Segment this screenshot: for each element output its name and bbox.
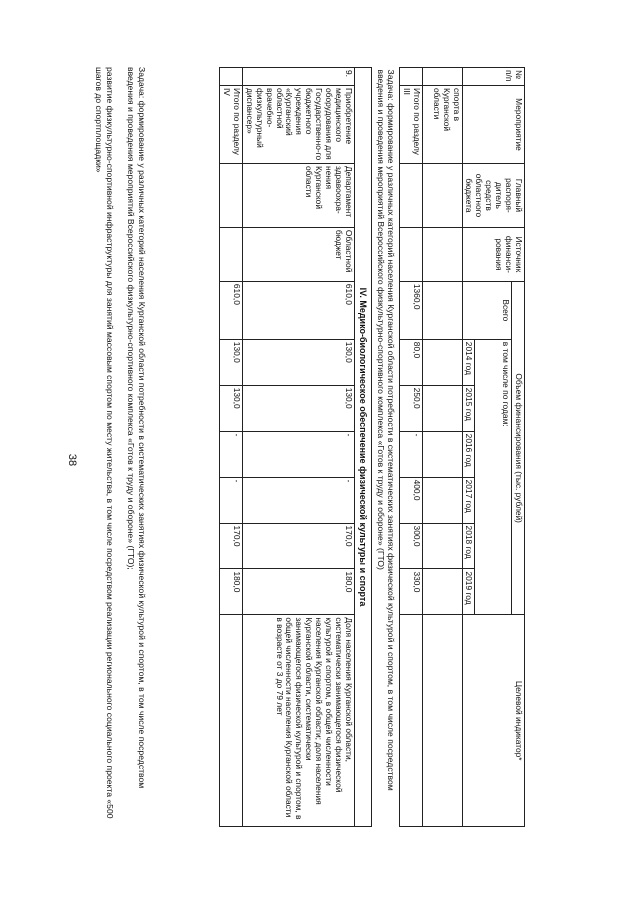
page-number: 38 [66, 453, 79, 467]
value-cell: - [242, 431, 354, 477]
value-cell: 250,0 [399, 385, 422, 431]
financing-table [219, 67, 525, 827]
year-header: 2017 год [462, 477, 475, 523]
value-cell: 330,0 [399, 569, 422, 615]
header-row [512, 68, 525, 827]
total-label: Итого по разделу III [399, 85, 422, 163]
event-cell: спорта в Курганской области [422, 85, 462, 163]
value-cell: 130,0 [242, 385, 354, 431]
value-cell: 300,0 [399, 523, 422, 569]
table-row [399, 68, 422, 827]
value-cell: 610,0 [220, 281, 243, 339]
task-row [372, 68, 399, 827]
total-label: Итого по разделу IV [220, 85, 243, 163]
year-header: 2019 год [462, 569, 475, 615]
col-indicator-header: Целевой индикатор* [462, 615, 524, 827]
year-header: 2016 год [462, 431, 475, 477]
indicator-cell: Доля населения Курганской области, систематически занимающегося физической культурой и спортом, в общей численности населения Курганской области; доля населения Курганской области, систематически занимающегося физической культурой и спортом, в общей численности населения Курганской области в возрасте от 3 до 79 лет [242, 615, 354, 827]
value-cell: - [399, 431, 422, 477]
col-num-header: № п/п [462, 68, 524, 86]
year-header: 2014 год [462, 339, 475, 385]
value-cell: 130,0 [242, 339, 354, 385]
task-text: развитие физкультурно-спортивной инфраструктуры для занятий массовым спортом по месту жительства, в том числе посредством реализации регионального социального проекта «500 шагов до спортплощадки» [94, 67, 115, 819]
col-event-header: Мероприятие [462, 85, 524, 163]
col-admin-header: Главный распоря-дитель средств областного бюджета [462, 163, 524, 227]
value-cell: 610,0 [242, 281, 354, 339]
value-cell: 180,0 [242, 569, 354, 615]
col-years-header: в том числе по годам: [475, 339, 512, 615]
value-cell: 170,0 [220, 523, 243, 569]
year-header: 2015 год [462, 385, 475, 431]
value-cell: 170,0 [242, 523, 354, 569]
value-cell: 400,0 [399, 477, 422, 523]
col-total-header: Всего [462, 281, 512, 339]
row-number: 9. [242, 68, 354, 86]
value-cell: 130,0 [220, 339, 243, 385]
table-row [422, 68, 462, 827]
task-text: Задача: формирование у различных категорий населения Курганской области потребности в систематических занятиях физической культурой и спортом, в том числе посредством введения и проведения мероприятий Всероссийского физкультурно-спортивного комплекса «Готов к труду и обороне» (ГТО) [372, 68, 399, 827]
source-cell: Областной бюджет [242, 227, 354, 281]
value-cell: - [220, 431, 243, 477]
event-cell: Приобретение медицинского оборудования для Государственно-го бюджетного учреждения «Курганский областной врачебно-физкультурный диспансер» [242, 85, 354, 163]
value-cell: 80,0 [399, 339, 422, 385]
value-cell: - [220, 477, 243, 523]
value-cell: - [242, 477, 354, 523]
col-source-header: Источник финанси-рования [462, 227, 524, 281]
admin-cell: Департамент здравоохра-нения Курганской области [242, 163, 354, 227]
section-row [354, 68, 372, 827]
value-cell: 1360,0 [399, 281, 422, 339]
table-row [242, 68, 354, 827]
rotated-page [65, 15, 585, 845]
section-title: IV. Медико-биологическое обеспечение физической культуры и спорта [354, 68, 372, 827]
value-cell: 130,0 [220, 385, 243, 431]
task-text: Задача: формирование у различных категорий населения Курганской области потребности в систематических занятиях физической культурой и спортом, в том числе посредством введения и проведения мероприятий Всероссийского физкультурно-спортивного комплекса «Готов к труду и обороне» (ГТО); [126, 67, 147, 789]
col-volume-header: Объем финансирования (тыс. рублей) [512, 281, 525, 615]
year-header: 2018 год [462, 523, 475, 569]
table-row [220, 68, 243, 827]
value-cell: 180,0 [220, 569, 243, 615]
